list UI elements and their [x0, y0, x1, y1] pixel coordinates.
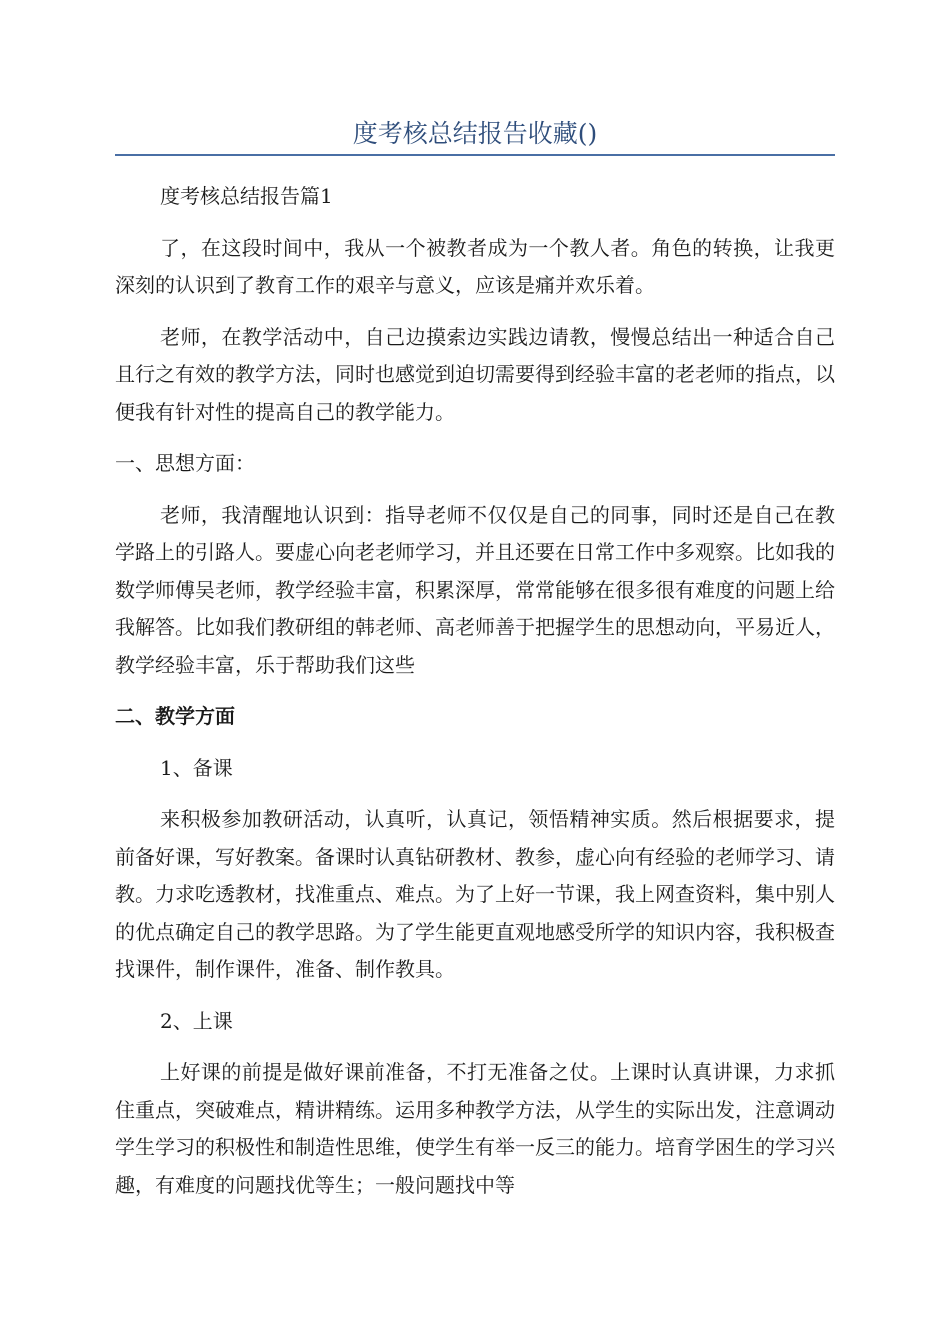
document-body: [115, 178, 835, 1204]
body-paragraph: 了，在这段时间中，我从一个被教者成为一个教人者。角色的转换，让我更深刻的认识到了教育工作的艰辛与意义，应该是痛并欢乐着。: [115, 235, 835, 297]
title-underline: [115, 154, 835, 156]
document-title: 度考核总结报告收藏(): [352, 119, 598, 148]
section-label: 度考核总结报告篇1: [160, 184, 333, 208]
body-paragraph: 来积极参加教研活动，认真听，认真记，领悟精神实质。然后根据要求，提前备好课，写好教案。备课时认真钻研教材、教参，虚心向有经验的老师学习、请教。力求吃透教材，找准重点、难点。为了上好一节课，我上网查资料，集中别人的优点确定自己的教学思路。为了学生能更直观地感受所学的知识内容，我积极查找课件，制作课件，准备、制作教具。: [115, 807, 835, 981]
subsection-heading: 2、上课: [160, 1008, 233, 1033]
body-paragraph: 老师，我清醒地认识到：指导老师不仅仅是自己的同事，同时还是自己在教学路上的引路人。要虚心向老老师学习，并且还要在日常工作中多观察。比如我的数学师傅吴老师，教学经验丰富，积累深厚，常常能够在很多很有难度的问题上给我解答。比如我们教研组的韩老师、高老师善于把握学生的思想动向，平易近人，教学经验丰富，乐于帮助我们这些: [115, 502, 835, 677]
subsection-heading: 1、备课: [160, 755, 233, 780]
section-heading: 二、教学方面: [115, 704, 235, 728]
body-paragraph: 上好课的前提是做好课前准备，不打无准备之仗。上课时认真讲课，力求抓住重点，突破难点，精讲精练。运用多种教学方法，从学生的实际出发，注意调动学生学习的积极性和制造性思维，使学生有举一反三的能力。培育学困生的学习兴趣，有难度的问题找优等生；一般问题找中等: [115, 1060, 835, 1197]
body-paragraph: 老师，在教学活动中，自己边摸索边实践边请教，慢慢总结出一种适合自己且行之有效的教学方法，同时也感觉到迫切需要得到经验丰富的老老师的指点，以便我有针对性的提高自己的教学能力。: [115, 324, 835, 424]
section-heading: 一、思想方面：: [115, 451, 255, 475]
